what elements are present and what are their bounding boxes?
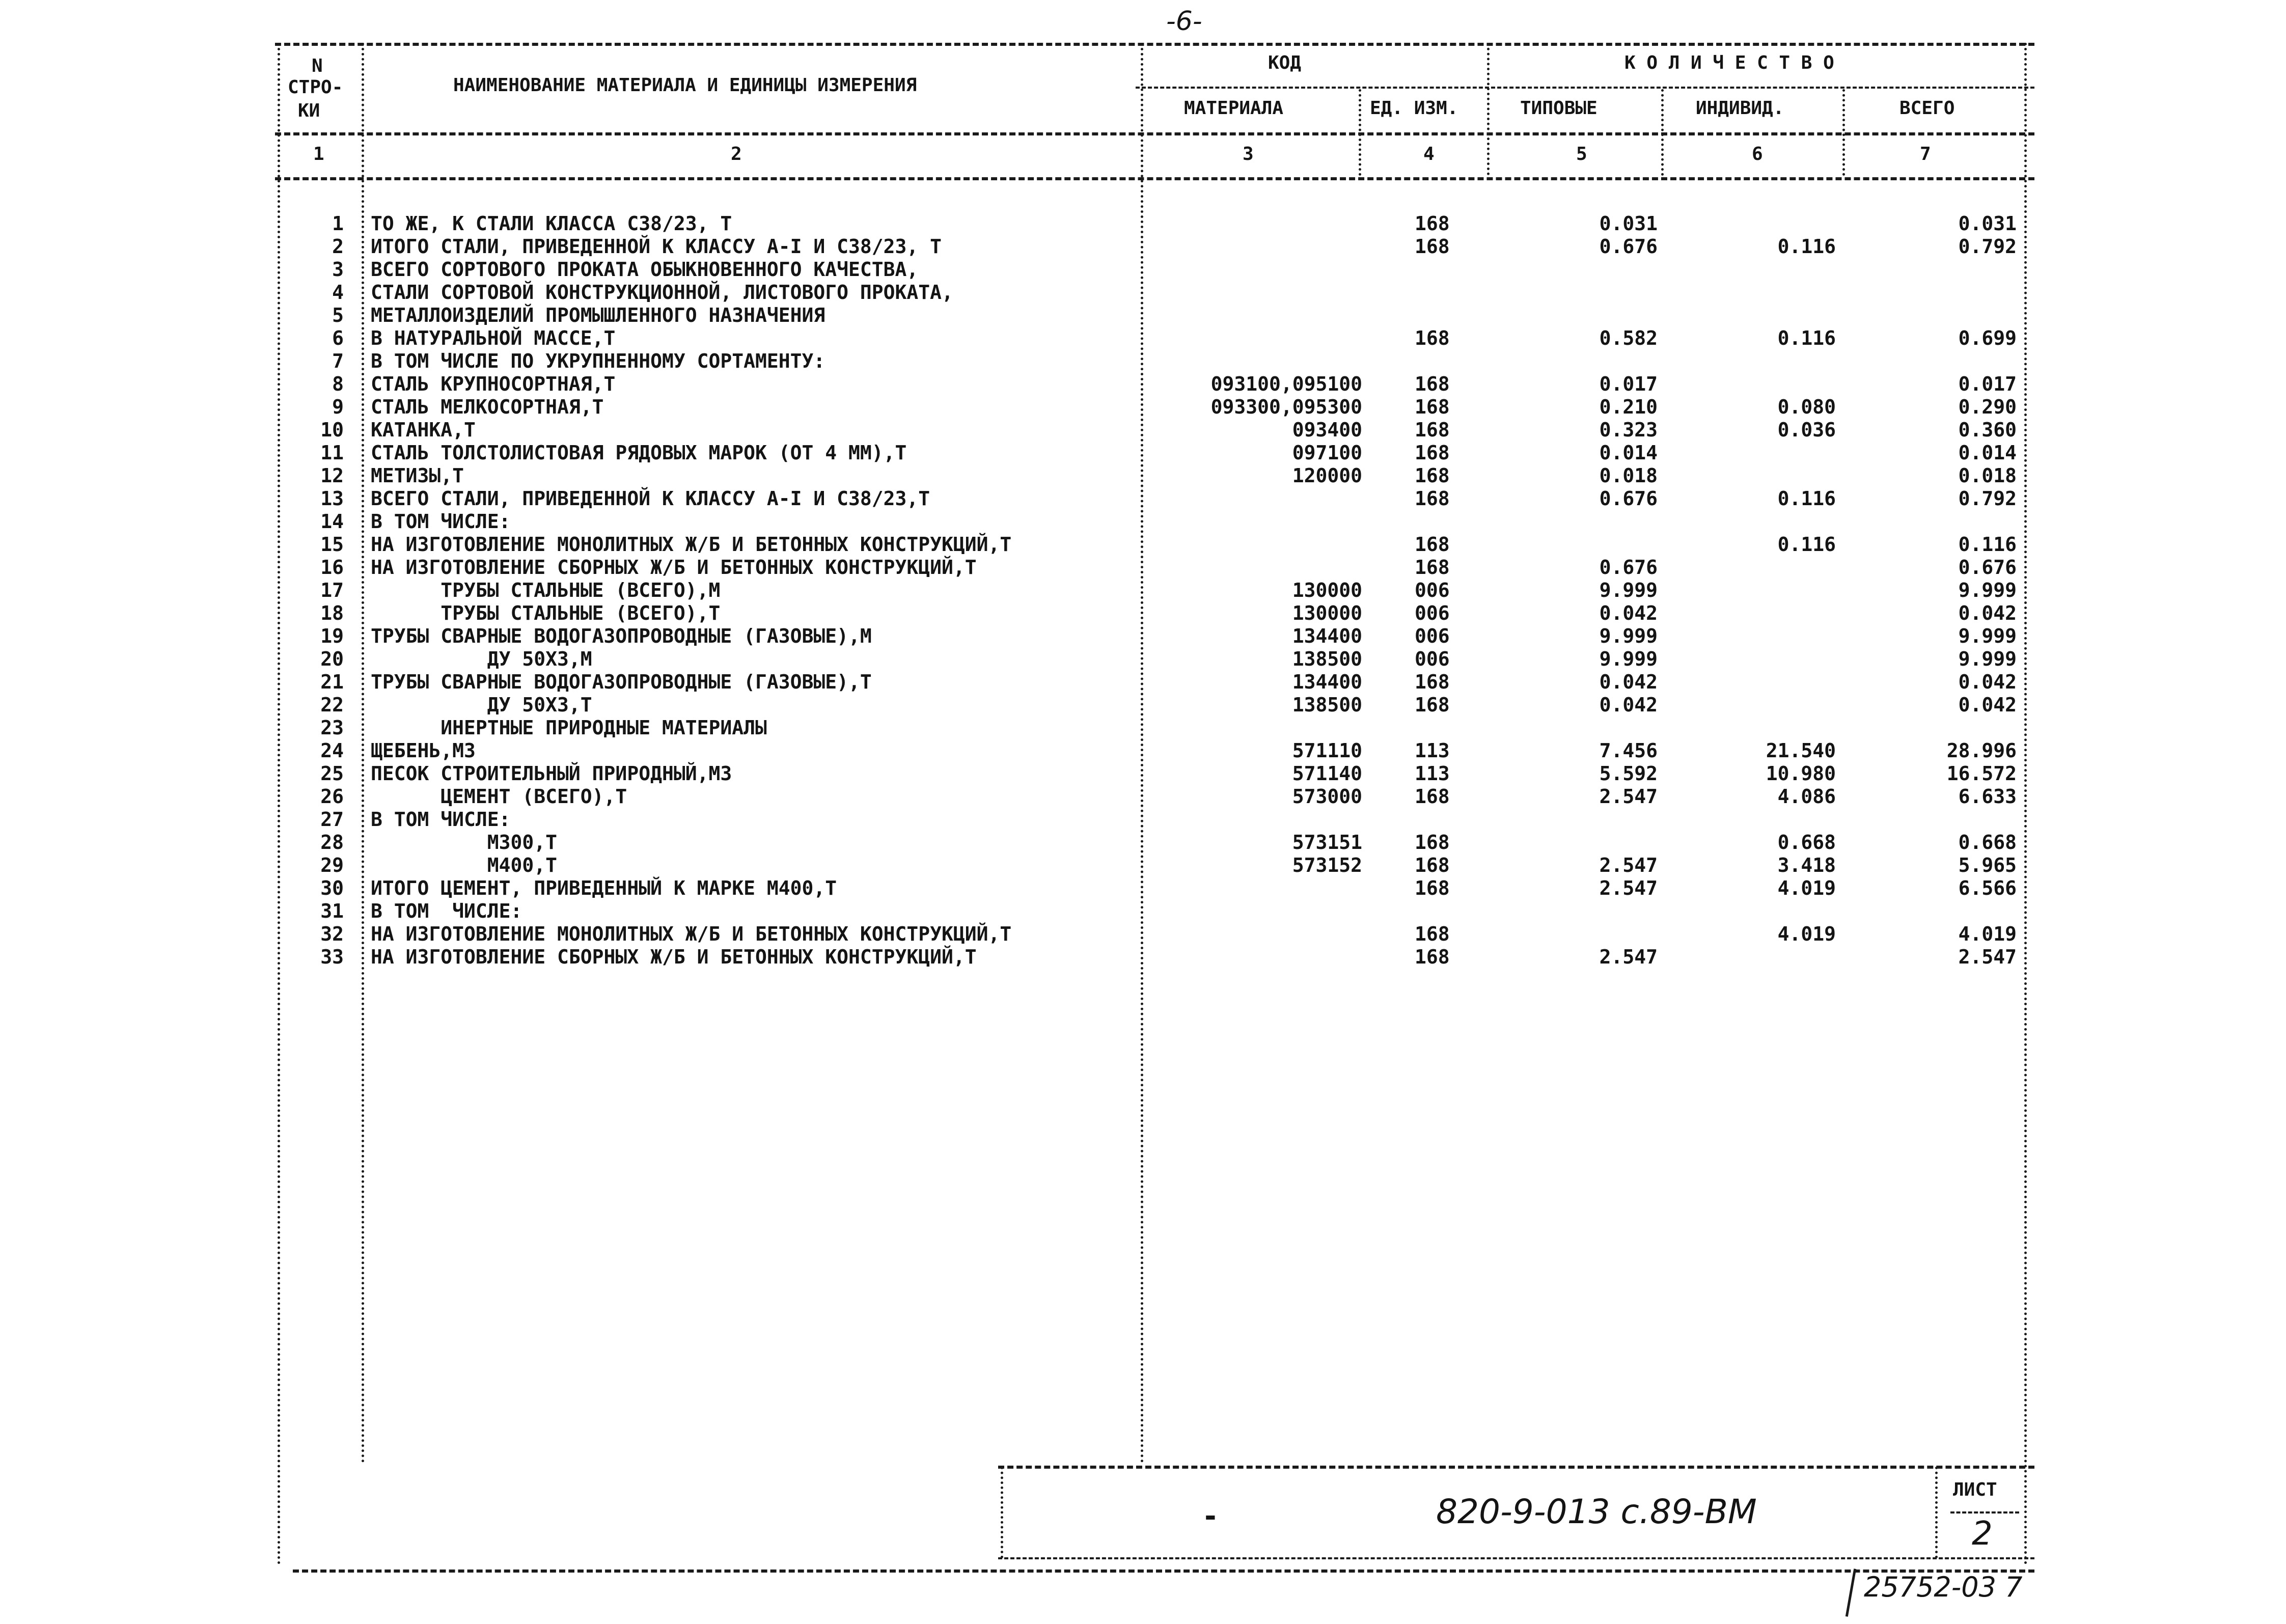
row-material-name: ДУ 50Х3,М (371, 648, 592, 670)
header-quantity: К О Л И Ч Е С Т В О (1624, 52, 1834, 73)
row-material-code: 097100 (1292, 442, 1362, 464)
row-qty-total: 0.676 (1958, 556, 2017, 579)
col-number: 4 (1423, 144, 1435, 164)
col-sep-header-4-5 (1487, 43, 1490, 175)
row-unit-code: 168 (1415, 556, 1450, 579)
row-material-name: НА ИЗГОТОВЛЕНИЕ МОНОЛИТНЫХ Ж/Б И БЕТОННЫХ КОНСТРУКЦИЙ,Т (371, 923, 1012, 945)
row-material-code: 138500 (1292, 694, 1362, 716)
col-sep-header-5-6 (1661, 89, 1664, 176)
row-number: 3 (332, 258, 344, 281)
col-sep-header-6-7 (1842, 89, 1845, 176)
row-material-name: ЩЕБЕНЬ,М3 (371, 739, 476, 762)
header-code-unit: ЕД. ИЗМ. (1370, 98, 1458, 119)
row-number: 6 (332, 327, 344, 349)
row-number: 1 (332, 212, 344, 235)
row-unit-code: 006 (1415, 602, 1450, 624)
row-qty-typical: 0.042 (1599, 602, 1658, 624)
row-material-name: ВСЕГО СОРТОВОГО ПРОКАТА ОБЫКНОВЕННОГО КАЧЕСТВА, (371, 258, 919, 281)
archive-stroke (1846, 1568, 1856, 1616)
row-material-name: В ТОМ ЧИСЛЕ ПО УКРУПНЕННОМУ СОРТАМЕНТУ: (371, 350, 825, 372)
header-line-no-1: N (312, 56, 323, 76)
row-number: 11 (320, 442, 344, 464)
row-material-name: ИТОГО СТАЛИ, ПРИВЕДЕННОЙ К КЛАССУ А-I И С38/23, Т (371, 235, 942, 258)
row-qty-typical: 0.676 (1599, 487, 1658, 510)
header-code: КОД (1268, 52, 1302, 73)
col-number: 2 (731, 144, 742, 164)
row-qty-total: 0.042 (1958, 671, 2017, 693)
row-qty-individual: 0.116 (1777, 533, 1836, 556)
row-material-name: М400,Т (371, 854, 558, 876)
row-material-name: ТРУБЫ СТАЛЬНЫЕ (ВСЕГО),М (371, 579, 721, 601)
row-unit-code: 006 (1415, 625, 1450, 647)
col-sep-1 (362, 43, 364, 1464)
row-number: 23 (320, 717, 344, 739)
row-qty-typical: 0.014 (1599, 442, 1658, 464)
row-qty-typical: 5.592 (1599, 762, 1658, 785)
row-qty-typical: 9.999 (1599, 579, 1658, 601)
row-unit-code: 168 (1415, 785, 1450, 808)
row-qty-typical: 0.582 (1599, 327, 1658, 349)
row-qty-total: 5.965 (1958, 854, 2017, 876)
row-unit-code: 168 (1415, 671, 1450, 693)
row-qty-typical: 2.547 (1599, 785, 1658, 808)
row-material-name: ИНЕРТНЫЕ ПРИРОДНЫЕ МАТЕРИАЛЫ (371, 717, 767, 739)
row-number: 32 (320, 923, 344, 945)
row-qty-total: 9.999 (1958, 625, 2017, 647)
row-number: 12 (320, 464, 344, 487)
sheet-separator (1950, 1511, 2019, 1513)
row-number: 15 (320, 533, 344, 556)
row-material-code: 134400 (1292, 625, 1362, 647)
header-qty-individual: ИНДИВИД. (1696, 98, 1784, 119)
row-material-code: 571110 (1292, 739, 1362, 762)
col-number: 6 (1752, 144, 1763, 164)
stamp-sep-right (1935, 1467, 1938, 1558)
row-unit-code: 168 (1415, 464, 1450, 487)
sheet-label: ЛИСТ (1953, 1479, 1997, 1500)
row-material-code: 093100,095100 (1210, 373, 1362, 395)
row-unit-code: 168 (1415, 923, 1450, 945)
col-sep-2 (1141, 43, 1143, 1464)
row-material-name: ДУ 50Х3,Т (371, 694, 592, 716)
row-qty-total: 0.792 (1958, 235, 2017, 258)
row-number: 24 (320, 739, 344, 762)
stamp-dash: - (1202, 1500, 1219, 1533)
row-number: 29 (320, 854, 344, 876)
row-qty-individual: 0.080 (1777, 396, 1836, 418)
row-qty-typical: 0.017 (1599, 373, 1658, 395)
row-unit-code: 113 (1415, 739, 1450, 762)
row-unit-code: 113 (1415, 762, 1450, 785)
row-material-name: СТАЛЬ КРУПНОСОРТНАЯ,Т (371, 373, 616, 395)
rule-header-mid (1136, 87, 2034, 89)
row-qty-individual: 0.036 (1777, 419, 1836, 441)
row-material-name: МЕТАЛЛОИЗДЕЛИЙ ПРОМЫШЛЕННОГО НАЗНАЧЕНИЯ (371, 304, 825, 326)
col-number: 7 (1920, 144, 1931, 164)
row-material-code: 130000 (1292, 579, 1362, 601)
row-qty-total: 0.042 (1958, 694, 2017, 716)
row-qty-typical: 9.999 (1599, 625, 1658, 647)
stamp-sep-left (1001, 1467, 1003, 1558)
row-material-name: М300,Т (371, 831, 558, 854)
row-number: 7 (332, 350, 344, 372)
row-unit-code: 168 (1415, 396, 1450, 418)
row-number: 9 (332, 396, 344, 418)
row-material-name: ТО ЖЕ, К СТАЛИ КЛАССА С38/23, Т (371, 212, 732, 235)
row-qty-total: 0.017 (1958, 373, 2017, 395)
row-qty-typical: 0.018 (1599, 464, 1658, 487)
row-unit-code: 006 (1415, 579, 1450, 601)
row-unit-code: 006 (1415, 648, 1450, 670)
row-unit-code: 168 (1415, 946, 1450, 968)
row-number: 16 (320, 556, 344, 579)
row-number: 5 (332, 304, 344, 326)
row-qty-total: 0.031 (1958, 212, 2017, 235)
row-qty-total: 9.999 (1958, 579, 2017, 601)
row-unit-code: 168 (1415, 419, 1450, 441)
archive-number: 25752-03 7 (1864, 1571, 2023, 1603)
row-material-name: В ТОМ ЧИСЛЕ: (371, 808, 511, 831)
row-number: 17 (320, 579, 344, 601)
row-qty-typical: 2.547 (1599, 877, 1658, 899)
row-number: 25 (320, 762, 344, 785)
row-qty-typical: 0.210 (1599, 396, 1658, 418)
header-code-material: МАТЕРИАЛА (1184, 98, 1284, 119)
header-name: НАИМЕНОВАНИЕ МАТЕРИАЛА И ЕДИНИЦЫ ИЗМЕРЕНИЯ (453, 75, 917, 96)
header-line-no-2: СТРО- (288, 77, 343, 98)
row-material-code: 130000 (1292, 602, 1362, 624)
row-qty-typical: 0.042 (1599, 694, 1658, 716)
row-material-name: СТАЛИ СОРТОВОЙ КОНСТРУКЦИОННОЙ, ЛИСТОВОГО ПРОКАТА, (371, 281, 953, 304)
row-qty-typical: 0.042 (1599, 671, 1658, 693)
col-number: 3 (1243, 144, 1254, 164)
row-qty-total: 6.633 (1958, 785, 2017, 808)
row-qty-typical: 0.676 (1599, 556, 1658, 579)
row-number: 22 (320, 694, 344, 716)
row-qty-total: 0.699 (1958, 327, 2017, 349)
row-number: 4 (332, 281, 344, 304)
row-material-code: 573152 (1292, 854, 1362, 876)
row-qty-total: 16.572 (1946, 762, 2017, 785)
row-number: 21 (320, 671, 344, 693)
row-number: 14 (320, 510, 344, 533)
row-material-code: 138500 (1292, 648, 1362, 670)
row-qty-individual: 21.540 (1766, 739, 1836, 762)
row-qty-total: 2.547 (1958, 946, 2017, 968)
row-qty-individual: 4.086 (1777, 785, 1836, 808)
row-material-name: ПЕСОК СТРОИТЕЛЬНЫЙ ПРИРОДНЫЙ,М3 (371, 762, 732, 785)
row-qty-total: 4.019 (1958, 923, 2017, 945)
rule-stamp-bottom (998, 1557, 2034, 1559)
row-number: 13 (320, 487, 344, 510)
row-material-name: СТАЛЬ ТОЛСТОЛИСТОВАЯ РЯДОВЫХ МАРОК (ОТ 4 ММ),Т (371, 442, 907, 464)
row-qty-typical: 0.323 (1599, 419, 1658, 441)
row-material-name: ТРУБЫ СВАРНЫЕ ВОДОГАЗОПРОВОДНЫЕ (ГАЗОВЫЕ),Т (371, 671, 872, 693)
row-material-code: 573151 (1292, 831, 1362, 854)
row-material-name: ВСЕГО СТАЛИ, ПРИВЕДЕННОЙ К КЛАССУ А-I И С38/23,Т (371, 487, 930, 510)
row-material-name: НА ИЗГОТОВЛЕНИЕ МОНОЛИТНЫХ Ж/Б И БЕТОННЫХ КОНСТРУКЦИЙ,Т (371, 533, 1012, 556)
row-material-name: МЕТИЗЫ,Т (371, 464, 464, 487)
row-number: 31 (320, 900, 344, 922)
row-material-code: 134400 (1292, 671, 1362, 693)
row-qty-typical: 0.676 (1599, 235, 1658, 258)
row-number: 26 (320, 785, 344, 808)
row-number: 27 (320, 808, 344, 831)
row-unit-code: 168 (1415, 373, 1450, 395)
row-material-name: ЦЕМЕНТ (ВСЕГО),Т (371, 785, 627, 808)
header-qty-typical: ТИПОВЫЕ (1520, 98, 1598, 119)
rule-bottom (293, 1570, 2034, 1573)
page-mark: -6- (1166, 6, 1202, 37)
row-number: 28 (320, 831, 344, 854)
col-number: 5 (1576, 144, 1587, 164)
row-material-name: В ТОМ ЧИСЛЕ: (371, 900, 522, 922)
row-number: 19 (320, 625, 344, 647)
row-material-name: ТРУБЫ СВАРНЫЕ ВОДОГАЗОПРОВОДНЫЕ (ГАЗОВЫЕ),М (371, 625, 872, 647)
row-unit-code: 168 (1415, 694, 1450, 716)
row-qty-individual: 10.980 (1766, 762, 1836, 785)
row-qty-typical: 7.456 (1599, 739, 1658, 762)
col-number: 1 (313, 144, 324, 164)
row-qty-total: 0.792 (1958, 487, 2017, 510)
row-qty-total: 28.996 (1946, 739, 2017, 762)
rule-stamp-top (998, 1466, 2034, 1469)
row-unit-code: 168 (1415, 533, 1450, 556)
row-qty-total: 0.360 (1958, 419, 2017, 441)
row-qty-individual: 0.116 (1777, 235, 1836, 258)
row-qty-typical: 0.031 (1599, 212, 1658, 235)
row-qty-typical: 2.547 (1599, 946, 1658, 968)
row-number: 2 (332, 235, 344, 258)
right-border (2024, 43, 2027, 1565)
row-qty-total: 9.999 (1958, 648, 2017, 670)
row-qty-typical: 9.999 (1599, 648, 1658, 670)
row-qty-total: 0.116 (1958, 533, 2017, 556)
row-material-name: В НАТУРАЛЬНОЙ МАССЕ,Т (371, 327, 616, 349)
row-qty-individual: 3.418 (1777, 854, 1836, 876)
row-qty-total: 6.566 (1958, 877, 2017, 899)
row-number: 20 (320, 648, 344, 670)
row-material-name: НА ИЗГОТОВЛЕНИЕ СБОРНЫХ Ж/Б И БЕТОННЫХ КОНСТРУКЦИЙ,Т (371, 556, 977, 579)
row-qty-individual: 0.116 (1777, 487, 1836, 510)
row-qty-total: 0.018 (1958, 464, 2017, 487)
header-line-no-3: КИ (298, 100, 320, 121)
row-unit-code: 168 (1415, 442, 1450, 464)
row-material-name: СТАЛЬ МЕЛКОСОРТНАЯ,Т (371, 396, 604, 418)
sheet-number: 2 (1972, 1515, 1993, 1553)
col-sep-header-3-4 (1359, 89, 1361, 176)
row-unit-code: 168 (1415, 327, 1450, 349)
row-unit-code: 168 (1415, 854, 1450, 876)
header-qty-total: ВСЕГО (1899, 98, 1955, 119)
row-qty-typical: 2.547 (1599, 854, 1658, 876)
rule-top (275, 43, 2034, 46)
row-material-code: 093400 (1292, 419, 1362, 441)
row-material-code: 120000 (1292, 464, 1362, 487)
row-number: 33 (320, 946, 344, 968)
row-material-name: ИТОГО ЦЕМЕНТ, ПРИВЕДЕННЫЙ К МАРКЕ М400,Т (371, 877, 837, 899)
row-qty-total: 0.042 (1958, 602, 2017, 624)
row-unit-code: 168 (1415, 212, 1450, 235)
row-qty-individual: 0.668 (1777, 831, 1836, 854)
row-number: 18 (320, 602, 344, 624)
document-code: 820-9-013 с.89-ВМ (1436, 1492, 1757, 1531)
row-qty-individual: 0.116 (1777, 327, 1836, 349)
row-qty-individual: 4.019 (1777, 923, 1836, 945)
row-material-name: В ТОМ ЧИСЛЕ: (371, 510, 511, 533)
row-material-name: КАТАНКА,Т (371, 419, 476, 441)
row-unit-code: 168 (1415, 831, 1450, 854)
row-unit-code: 168 (1415, 235, 1450, 258)
row-qty-total: 0.668 (1958, 831, 2017, 854)
row-material-code: 093300,095300 (1210, 396, 1362, 418)
row-material-name: НА ИЗГОТОВЛЕНИЕ СБОРНЫХ Ж/Б И БЕТОННЫХ КОНСТРУКЦИЙ,Т (371, 946, 977, 968)
row-qty-total: 0.014 (1958, 442, 2017, 464)
rule-colnum-bottom (275, 177, 2034, 180)
row-qty-total: 0.290 (1958, 396, 2017, 418)
row-material-name: ТРУБЫ СТАЛЬНЫЕ (ВСЕГО),Т (371, 602, 721, 624)
rule-header-bottom (275, 132, 2034, 135)
row-number: 10 (320, 419, 344, 441)
row-material-code: 573000 (1292, 785, 1362, 808)
row-qty-individual: 4.019 (1777, 877, 1836, 899)
row-material-code: 571140 (1292, 762, 1362, 785)
row-unit-code: 168 (1415, 877, 1450, 899)
row-number: 30 (320, 877, 344, 899)
row-unit-code: 168 (1415, 487, 1450, 510)
row-number: 8 (332, 373, 344, 395)
